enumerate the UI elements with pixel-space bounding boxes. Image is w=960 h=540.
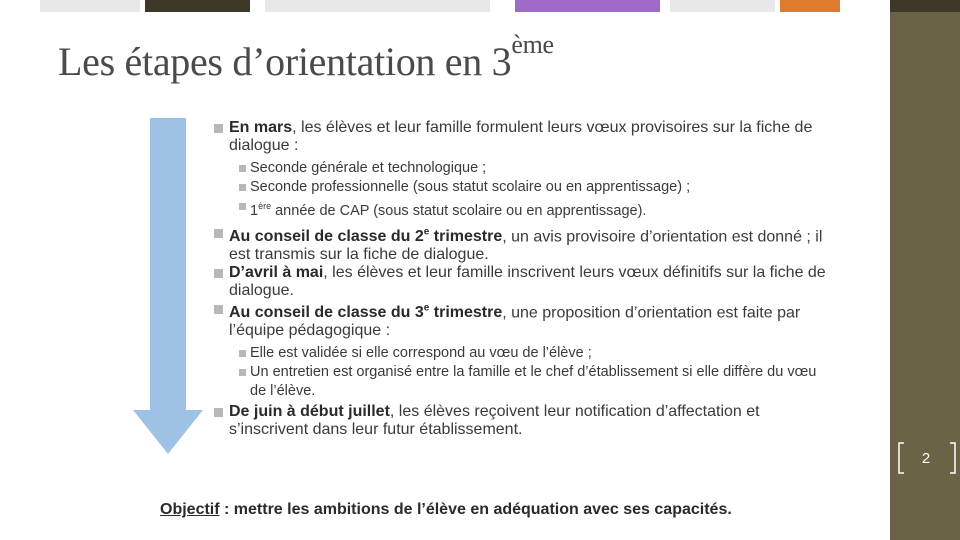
item-text: , les élèves et leur famille inscrivent leurs vœux définitifs sur la fiche de dialogue. bbox=[229, 264, 826, 300]
list-item-avril-mai bbox=[214, 264, 834, 300]
bullet-square-icon bbox=[239, 369, 246, 376]
slide-title-text: Les étapes d’orientation en 3 bbox=[58, 39, 512, 84]
list-item-cap bbox=[239, 197, 834, 221]
bullet-square-icon bbox=[214, 229, 223, 238]
item-bold: D’avril à mai bbox=[229, 264, 324, 282]
item-text: Elle est validée si elle correspond au vœu de l’élève ; bbox=[250, 345, 592, 362]
objective-statement bbox=[160, 501, 732, 519]
item-bold: En mars bbox=[229, 119, 293, 136]
bullet-list bbox=[214, 119, 834, 439]
item-bold: De juin à début juillet bbox=[229, 403, 390, 421]
bullet-square-icon bbox=[214, 124, 223, 133]
timeline-arrow bbox=[133, 118, 203, 454]
item-text: , une proposition d’orientation est faite par l’équipe pédagogique : bbox=[229, 304, 801, 340]
bullet-square-icon bbox=[239, 165, 246, 172]
top-strip-orange bbox=[780, 0, 840, 12]
top-strip-gray-1 bbox=[40, 0, 140, 12]
bullet-square-icon bbox=[239, 203, 246, 210]
right-sidebar-top bbox=[890, 0, 960, 12]
objective-label: Objectif bbox=[160, 501, 220, 518]
list-item-conseil-3e bbox=[214, 300, 834, 340]
slide-title-sup: ème bbox=[511, 30, 554, 59]
top-strip-gray-3 bbox=[670, 0, 775, 12]
item-text: Un entretien est organisé entre la famille et le chef d’établissement si elle diffère du vœu de l’élève. bbox=[250, 364, 817, 400]
timeline-arrow-head bbox=[133, 410, 203, 454]
top-strip-purple bbox=[515, 0, 660, 12]
item-bold: Au conseil de classe du 2e trimestre bbox=[229, 226, 503, 246]
item-text: Seconde générale et technologique ; bbox=[250, 160, 487, 176]
top-strip-gray-2 bbox=[265, 0, 490, 12]
list-item-validee bbox=[239, 344, 834, 363]
bullet-square-icon bbox=[239, 184, 246, 191]
page-number: 2 bbox=[921, 450, 931, 467]
list-item-conseil-2e bbox=[214, 224, 834, 264]
bullet-square-icon bbox=[214, 269, 223, 278]
page-number-box bbox=[896, 441, 958, 475]
list-item-seconde-generale bbox=[239, 159, 834, 178]
list-item-juin-juillet bbox=[214, 403, 834, 439]
list-item-mars bbox=[214, 119, 834, 155]
bullet-square-icon bbox=[214, 305, 223, 314]
item-sup: ère bbox=[258, 201, 272, 211]
item-bold: Au conseil de classe du 3e trimestre bbox=[229, 303, 503, 322]
bullet-square-icon bbox=[214, 408, 223, 417]
item-pre: 1 bbox=[250, 202, 259, 219]
bullet-square-icon bbox=[239, 350, 246, 357]
item-text: , les élèves reçoivent leur notification d’affectation et s’inscrivent dans leur futur établissement. bbox=[229, 403, 760, 439]
item-text: année de CAP (sous statut scolaire ou en apprentissage). bbox=[271, 202, 647, 219]
item-text: , les élèves et leur famille formulent leurs vœux provisoires sur la fiche de dialogue : bbox=[229, 119, 813, 154]
item-text: Seconde professionnelle (sous statut scolaire ou en apprentissage) ; bbox=[250, 179, 691, 195]
objective-text: : mettre les ambitions de l’élève en adéquation avec ses capacités. bbox=[219, 501, 732, 518]
slide-title bbox=[58, 30, 554, 85]
list-item-entretien bbox=[239, 363, 834, 401]
timeline-arrow-shaft bbox=[150, 118, 186, 410]
item-text: , un avis provisoire d’orientation est donné ; il est transmis sur la fiche de dialogue. bbox=[229, 228, 823, 264]
list-item-seconde-pro bbox=[239, 178, 834, 197]
